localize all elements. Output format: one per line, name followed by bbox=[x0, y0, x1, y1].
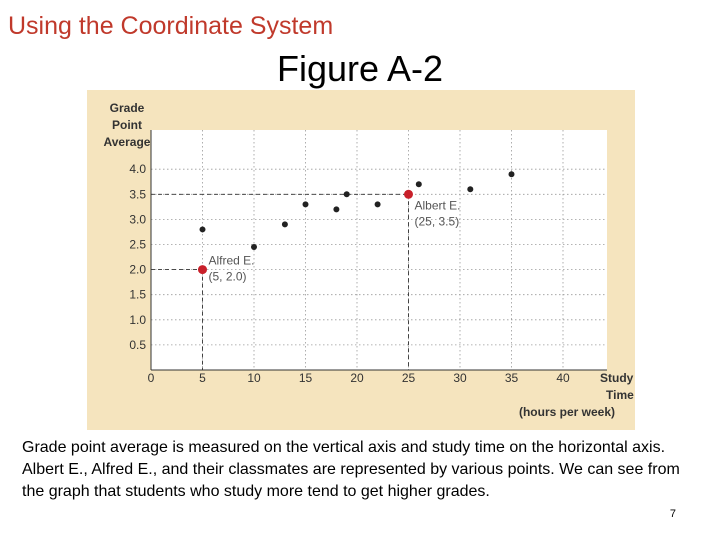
x-tick-label: 20 bbox=[350, 371, 364, 385]
data-point bbox=[375, 201, 381, 207]
y-tick-label: 0.5 bbox=[129, 337, 146, 352]
figure-caption: Grade point average is measured on the vertical axis and study time on the horizontal axis. Albert E., Alfred E., and their classmates are represented by various points. We can see from the graph that students who study more tend to get higher grades. bbox=[22, 439, 680, 500]
y-tick-label: 4.0 bbox=[129, 162, 146, 177]
y-axis-label-line: Average bbox=[103, 135, 151, 149]
point-label-coords: (5, 2.0) bbox=[208, 269, 247, 284]
chart-panel bbox=[87, 90, 635, 430]
data-point bbox=[200, 226, 206, 232]
x-axis-label-line: Study bbox=[600, 371, 634, 385]
point-label-name: Albert E. bbox=[414, 198, 461, 213]
slide-number: 7 bbox=[669, 508, 676, 520]
y-tick-label: 2.5 bbox=[129, 237, 146, 252]
x-axis-label-line: Time bbox=[606, 388, 634, 402]
x-tick-label: 25 bbox=[401, 371, 416, 385]
data-point bbox=[416, 181, 422, 187]
scatter-chart bbox=[87, 90, 635, 430]
x-axis-label-line: (hours per week) bbox=[518, 405, 616, 419]
data-point bbox=[344, 191, 350, 197]
y-axis-label-line: Grade bbox=[109, 101, 145, 115]
grid-layer bbox=[151, 130, 607, 370]
highlighted-point bbox=[198, 265, 207, 274]
y-tick-label: 1.0 bbox=[129, 312, 146, 327]
x-tick-label: 15 bbox=[298, 371, 313, 385]
y-tick-label: 1.5 bbox=[129, 287, 146, 302]
data-point bbox=[251, 244, 257, 250]
y-axis-label-line: Point bbox=[112, 118, 142, 132]
y-tick-label: 2.0 bbox=[129, 262, 146, 277]
x-tick-label: 10 bbox=[247, 371, 261, 385]
plot-area bbox=[151, 130, 607, 370]
point-label-coords: (25, 3.5) bbox=[414, 214, 460, 229]
x-tick-label: 35 bbox=[504, 371, 519, 385]
x-tick-label: 0 bbox=[147, 371, 155, 385]
x-tick-label: 40 bbox=[556, 371, 570, 385]
data-point bbox=[282, 221, 288, 227]
x-tick-label: 5 bbox=[199, 371, 206, 385]
data-point bbox=[467, 186, 473, 192]
x-tick-label: 30 bbox=[453, 371, 467, 385]
slide-title: Using the Coordinate System bbox=[8, 12, 334, 40]
y-tick-label: 3.5 bbox=[129, 187, 146, 202]
y-tick-label: 3.0 bbox=[129, 212, 146, 227]
data-point bbox=[333, 206, 339, 212]
point-label-name: Alfred E. bbox=[208, 253, 255, 268]
data-point bbox=[509, 171, 515, 177]
highlighted-point bbox=[404, 190, 413, 199]
data-point bbox=[303, 201, 309, 207]
figure-title: Figure A-2 bbox=[276, 48, 444, 89]
